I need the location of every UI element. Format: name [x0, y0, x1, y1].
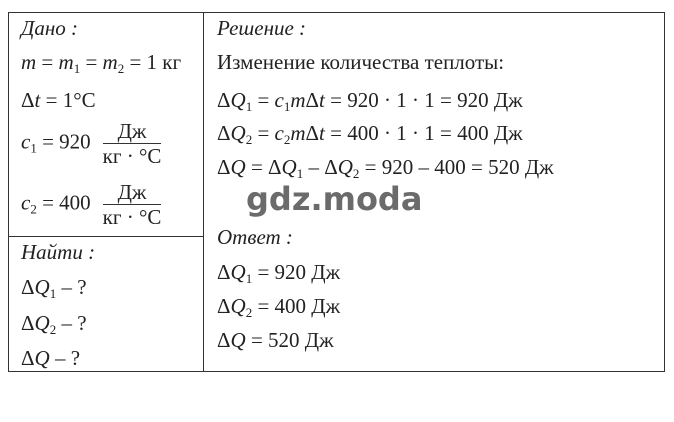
heat-symbol: Q — [337, 155, 353, 179]
unit-fraction — [103, 181, 162, 228]
equation-q1 — [217, 88, 523, 112]
answer-value: = 520 Дж — [245, 328, 334, 352]
heat-capacity-symbol: c — [274, 88, 284, 112]
answer-item — [217, 260, 340, 284]
heat-symbol: Q — [230, 155, 246, 179]
delta-symbol: Δ — [21, 311, 35, 335]
equation-result: = 920 – 400 = 520 Дж — [359, 155, 554, 179]
equals: = — [36, 50, 59, 74]
heat-symbol: Q — [34, 275, 50, 299]
subscript: 2 — [117, 61, 125, 76]
mass-symbol: m — [21, 50, 37, 74]
subscript: 1 — [49, 286, 57, 301]
heat-capacity-symbol: c — [21, 129, 31, 154]
row-divider — [9, 236, 204, 237]
unit-denominator: кг · °С — [102, 205, 162, 229]
answer-value: = 400 Дж — [252, 294, 341, 318]
find-header: Найти : — [21, 240, 96, 264]
heat-symbol: Q — [34, 346, 50, 370]
equals: = — [252, 88, 275, 112]
delta-symbol: Δ — [21, 275, 35, 299]
temperature-symbol: t — [34, 88, 41, 112]
subscript: 1 — [73, 61, 81, 76]
watermark: gdz.moda — [246, 180, 423, 218]
delta-symbol: Δ — [324, 155, 338, 179]
equation-result: = 400 · 1 · 1 = 400 Дж — [324, 121, 523, 145]
delta-symbol: Δ — [305, 88, 320, 112]
delta-symbol: Δ — [21, 88, 35, 112]
subscript: 2 — [352, 166, 360, 181]
equals: = — [245, 155, 269, 179]
heat-capacity-symbol: c — [274, 121, 284, 145]
subscript: 1 — [296, 166, 304, 181]
subscript: 1 — [283, 99, 291, 114]
delta-symbol: Δ — [217, 155, 231, 179]
heat-symbol: Q — [230, 328, 246, 352]
delta-symbol: Δ — [217, 294, 231, 318]
subscript: 1 — [245, 99, 253, 114]
given-header: Дано : — [21, 16, 79, 40]
find-item — [21, 311, 87, 335]
c1-value: = 920 — [36, 129, 91, 154]
given-c1 — [21, 120, 161, 167]
equation-result: = 920 · 1 · 1 = 920 Дж — [324, 88, 523, 112]
heat-symbol: Q — [281, 155, 297, 179]
mass-symbol: m — [290, 121, 306, 145]
unit-fraction — [103, 120, 162, 167]
subscript: 2 — [283, 132, 291, 147]
mass1-symbol: m — [58, 50, 74, 74]
heat-symbol: Q — [230, 121, 246, 145]
subscript: 1 — [30, 140, 37, 156]
find-item — [21, 275, 87, 299]
given-c2 — [21, 181, 161, 228]
delta-symbol: Δ — [268, 155, 282, 179]
minus: – — [303, 155, 325, 179]
delta-symbol: Δ — [21, 346, 35, 370]
heat-symbol: Q — [230, 260, 246, 284]
mass2-symbol: m — [102, 50, 118, 74]
question: – ? — [56, 311, 87, 335]
mass-value: = 1 кг — [124, 50, 182, 74]
answer-item — [217, 294, 340, 318]
unit-numerator: Дж — [103, 181, 162, 205]
subscript: 2 — [245, 305, 253, 320]
heat-symbol: Q — [230, 88, 246, 112]
equals: = — [252, 121, 275, 145]
temperature-symbol: t — [319, 121, 325, 145]
delta-symbol: Δ — [217, 260, 231, 284]
delta-symbol: Δ — [217, 328, 231, 352]
solution-header: Решение : — [217, 16, 307, 40]
equation-q — [217, 155, 554, 179]
unit-denominator: кг · °С — [102, 144, 162, 168]
dt-value: = 1°С — [40, 88, 96, 112]
solution-intro: Изменение количества теплоты: — [217, 50, 505, 74]
subscript: 1 — [245, 271, 253, 286]
delta-symbol: Δ — [217, 88, 231, 112]
delta-symbol: Δ — [217, 121, 231, 145]
subscript: 2 — [49, 322, 57, 337]
heat-symbol: Q — [230, 294, 246, 318]
question: – ? — [49, 346, 81, 370]
equation-q2 — [217, 121, 523, 145]
heat-capacity-symbol: c — [21, 190, 31, 215]
equals: = — [80, 50, 103, 74]
unit-numerator: Дж — [103, 120, 162, 144]
subscript: 2 — [30, 201, 37, 217]
given-mass — [21, 50, 181, 74]
answer-item — [217, 328, 334, 352]
heat-symbol: Q — [34, 311, 50, 335]
temperature-symbol: t — [319, 88, 325, 112]
question: – ? — [56, 275, 87, 299]
find-item — [21, 346, 80, 370]
answer-value: = 920 Дж — [252, 260, 341, 284]
mass-symbol: m — [290, 88, 306, 112]
c2-value: = 400 — [36, 190, 91, 215]
delta-symbol: Δ — [305, 121, 320, 145]
column-divider — [203, 13, 204, 371]
given-dt — [21, 88, 96, 112]
subscript: 2 — [245, 132, 253, 147]
answer-header: Ответ : — [217, 225, 293, 249]
